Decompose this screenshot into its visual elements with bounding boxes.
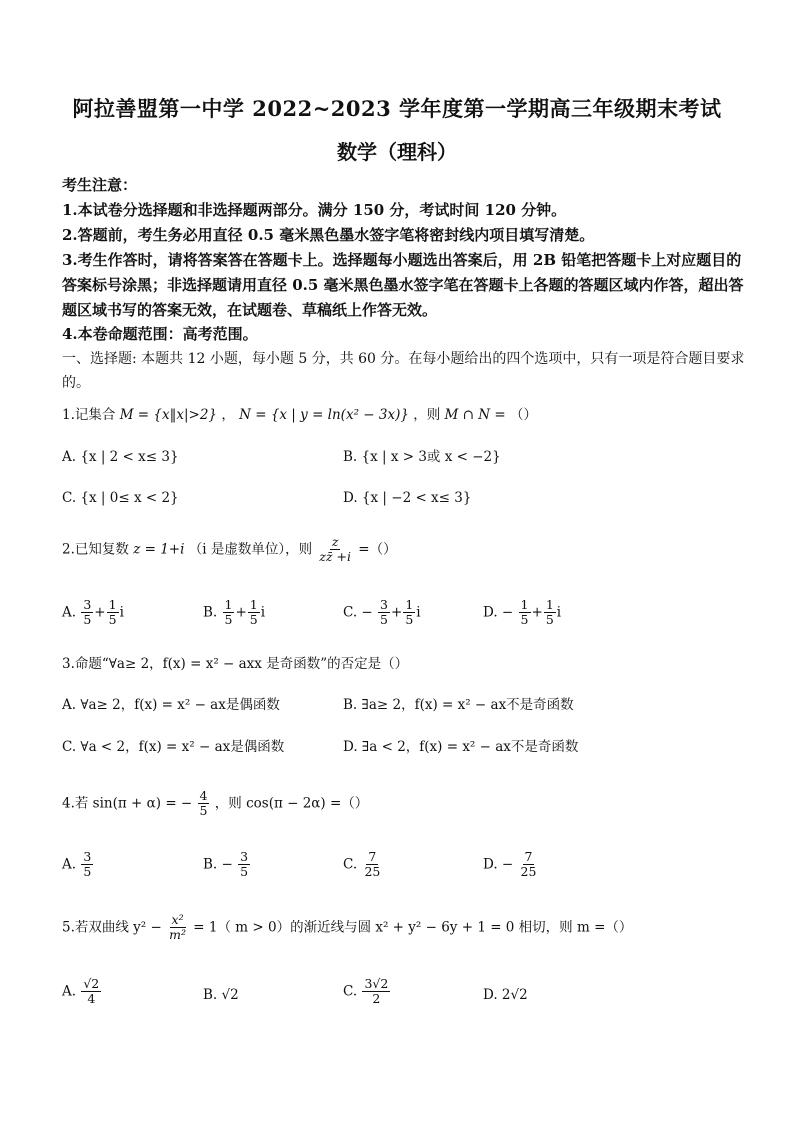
q2-d-n2: 1 [545,597,554,612]
question-1-stem [62,404,762,426]
q4-b-num: 3 [240,849,249,864]
q4-c-num: 7 [368,849,377,864]
q4-option-a [62,850,94,880]
q4-a-label: A. [62,856,77,873]
q5-a-den: 4 [87,991,96,1007]
q4-fraction [198,789,210,819]
q2-d-i: i [556,604,562,621]
q2-fraction [317,535,353,565]
question-2-stem [62,535,762,565]
q2-a-label: A. [62,604,77,621]
q4-option-c [343,850,383,880]
q2-stem-a: 2.已知复数 [62,541,129,558]
q3-option-b: B. ∃a≥ 2，f(x) = x² − ax不是奇函数 [343,697,574,713]
notice-item-3: 3.考生作答时，请将答案答在答题卡上。选择题每小题选出答案后，用 2B 铅笔把答题卡上对应题目的答案标号涂黑；非选择题请用直径 0.5 毫米黑色墨水签字笔在答题卡上各题的答题区域内作答，超出答题区域书写的答案无效，在试题卷、草稿纸上作答无效。 [62,251,744,319]
q5-option-a [62,977,102,1007]
notice-item-4: 4.本卷命题范围：高考范围。 [62,325,258,343]
q2-d-label: D. − [483,604,514,621]
q2-stem-b: （i 是虚数单位），则 [188,541,313,558]
q1-stem-end: ，则 [413,407,441,423]
q4-option-d [483,850,539,880]
q5-c-num: 3√2 [364,976,389,991]
q4-d-frac [519,850,539,880]
q4-d-den: 25 [520,864,537,880]
q4-a-num: 3 [83,849,92,864]
q2-c-d1: 5 [380,612,388,628]
q4-stem-b: ，则 cos(π − 2α) =（） [214,795,369,812]
q4-c-frac [362,850,382,880]
q2-z-def: z = 1+i [133,541,185,558]
q4-d-num: 7 [524,849,533,864]
q2-c-label: C. − [343,604,373,621]
q2-b-n2: 1 [249,597,258,612]
q5-option-c [343,977,391,1007]
question-4-stem [62,789,762,819]
q5-option-b: B. √2 [203,987,239,1003]
q4-c-den: 25 [364,864,381,880]
q2-option-d [483,598,561,628]
q4-b-den: 5 [240,864,249,880]
q2-d-frac2 [544,598,556,628]
question-5-stem [62,913,762,943]
q1-tail: （） [509,407,537,423]
q4-b-frac [238,850,250,880]
q2-c-n2: 1 [405,597,414,612]
q2-a-frac2 [107,598,119,628]
q4-c-label: C. [343,856,358,873]
notice-item-1: 1.本试卷分选择题和非选择题两部分。满分 150 分，考试时间 120 分钟。 [62,201,567,219]
q2-d-n1: 1 [520,597,529,612]
question-3-stem: 3.命题“∀a≥ 2，f(x) = x² − axx 是奇函数”的否定是（） [62,656,409,672]
q2-c-d2: 5 [405,612,414,628]
q2-c-frac1 [378,598,390,628]
q2-a-op: + [94,604,106,621]
q3-option-a: A. ∀a≥ 2，f(x) = x² − ax是偶函数 [62,697,280,713]
q1-set-m: M = {x‖x|>2} [119,407,218,423]
q1-set-n: N = {x | y = ln(x² − 3x)} [239,407,409,423]
q4-frac-num: 4 [199,788,208,803]
section-instructions: 一、选择题: 本题共 12 小题，每小题 5 分，共 60 分。在每小题给出的四个选项中，只有一项是符合题目要求的。 [62,351,745,391]
q2-b-label: B. [203,604,218,621]
q4-d-label: D. − [483,856,514,873]
q4-a-frac [81,850,93,880]
q5-frac-den: m² [169,927,186,943]
q5-c-label: C. [343,983,358,1000]
q2-a-i: i [119,604,124,621]
q4-frac-den: 5 [199,803,208,819]
q3-option-c: C. ∀a < 2，f(x) = x² − ax是偶函数 [62,739,285,755]
q1-option-d: D. {x | −2 < x≤ 3} [343,490,472,506]
q5-fraction [167,913,188,943]
q4-stem-a: 4.若 sin(π + α) = − [62,795,193,812]
q2-option-a [62,598,124,628]
notice-heading: 考生注意： [62,176,138,194]
q5-c-den: 2 [372,991,381,1007]
exam-title: 阿拉善盟第一中学 2022~2023 学年度第一学期高三年级期末考试 [72,96,722,121]
q2-d-d2: 5 [545,612,554,628]
q2-a-frac1 [81,598,93,628]
q5-frac-num: x² [171,912,184,927]
q3-option-d: D. ∃a < 2，f(x) = x² − ax不是奇函数 [343,739,579,755]
q2-b-d1: 5 [224,612,233,628]
q2-d-d1: 5 [520,612,529,628]
q5-a-frac [81,977,101,1007]
q5-option-d: D. 2√2 [483,987,528,1003]
q1-option-c: C. {x | 0≤ x < 2} [62,490,179,506]
q5-a-label: A. [62,983,77,1000]
q2-c-frac2 [403,598,415,628]
q1-option-b: B. {x | x > 3或 x < −2} [343,449,501,465]
q2-b-op: + [235,604,247,621]
q2-b-frac2 [248,598,260,628]
exam-subtitle: 数学（理科） [337,140,457,164]
q2-a-n1: 3 [83,597,92,612]
q2-a-n2: 1 [108,597,117,612]
q2-a-d2: 5 [108,612,117,628]
q1-ask: M ∩ N = [444,407,506,423]
q2-c-n1: 3 [380,597,388,612]
q1-stem-start: 1.记集合 [62,407,116,423]
q2-frac-num: z [331,534,339,549]
q5-stem-a: 5.若双曲线 y² − [62,919,162,936]
q2-b-i: i [260,604,266,621]
q5-a-num: √2 [83,976,100,991]
q2-c-i: i [416,604,421,621]
q2-a-d1: 5 [83,612,92,628]
q2-option-c [343,598,421,628]
notice-item-2: 2.答题前，考生务必用直径 0.5 毫米黑色墨水签字笔将密封线内项目填写清楚。 [62,226,595,244]
q5-c-frac [362,977,390,1007]
q4-option-b [203,850,251,880]
q2-frac-den: zz̄ +i [319,549,351,565]
q5-stem-b: = 1（ m > 0）的渐近线与圆 x² + y² − 6y + 1 = 0 相切，则 m =（） [193,919,633,936]
q2-c-op: + [391,604,403,621]
q4-b-label: B. − [203,856,233,873]
q2-b-d2: 5 [249,612,258,628]
q4-a-den: 5 [83,864,92,880]
q2-d-op: + [531,604,543,621]
q2-d-frac1 [519,598,531,628]
q2-option-b [203,598,265,628]
q2-b-frac1 [223,598,235,628]
q2-b-n1: 1 [224,597,233,612]
q1-option-a: A. {x | 2 < x≤ 3} [62,449,179,465]
q2-stem-c: =（） [358,541,397,558]
q1-stem-mid: ， [221,407,235,423]
